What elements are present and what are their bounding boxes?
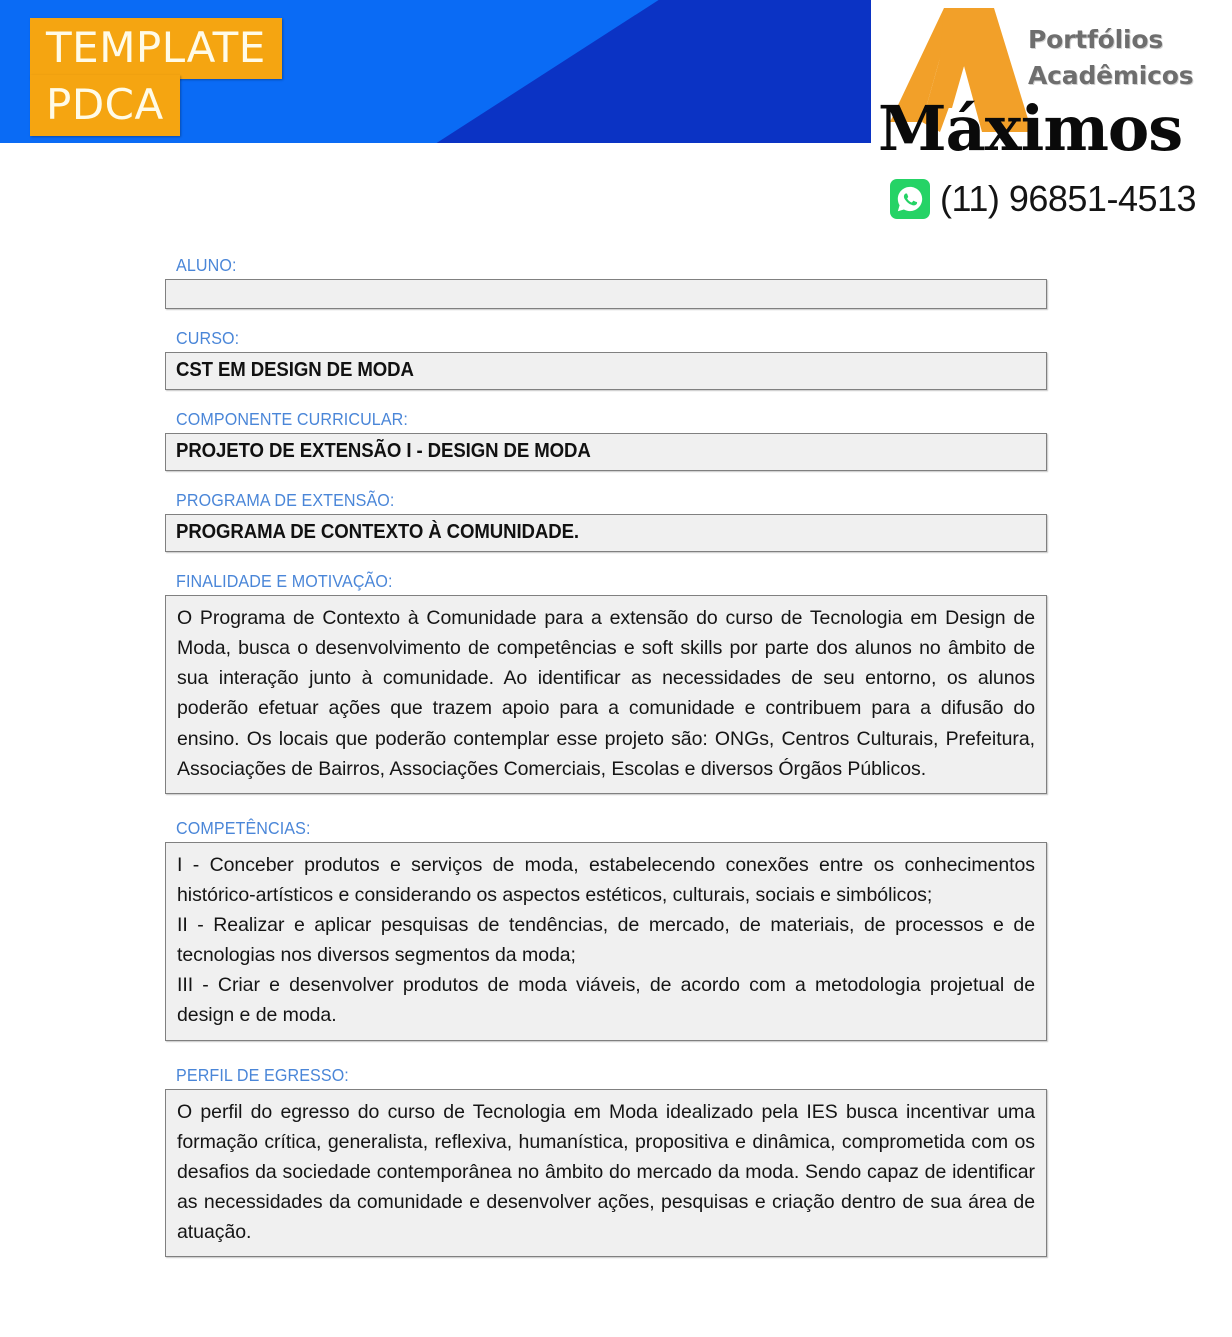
field-curso-value: CST EM DESIGN DE MODA bbox=[176, 359, 414, 381]
phone-number[interactable]: (11) 96851-4513 bbox=[940, 178, 1197, 219]
logo-tagline-line2: Acadêmicos bbox=[1028, 60, 1194, 90]
brand-logo bbox=[876, 0, 1232, 228]
logo-brand-name: Máximos bbox=[878, 92, 1183, 165]
section-perfil-egresso bbox=[165, 1065, 1047, 1258]
section-finalidade-label: FINALIDADE E MOTIVAÇÃO: bbox=[176, 571, 393, 591]
pdca-form bbox=[165, 255, 1047, 1281]
field-aluno-input[interactable] bbox=[165, 279, 1047, 309]
field-componente-label: COMPONENTE CURRICULAR: bbox=[176, 409, 408, 429]
whatsapp-icon[interactable] bbox=[890, 179, 930, 219]
template-tag-line2: PDCA bbox=[30, 75, 180, 136]
competencia-item-1: I - Conceber produtos e serviços de moda, estabelecendo conexões entre os conhecimentos histórico-artísticos e considerando os aspectos estéticos, culturais, sociais e simbólicos; bbox=[177, 853, 1035, 906]
field-componente-value: PROJETO DE EXTENSÃO I - DESIGN DE MODA bbox=[176, 440, 591, 462]
field-aluno-label: ALUNO: bbox=[176, 255, 237, 275]
section-perfil-box[interactable] bbox=[165, 1089, 1047, 1258]
template-tag-line1: TEMPLATE bbox=[30, 18, 282, 79]
field-programa-input[interactable] bbox=[165, 514, 1047, 552]
competencia-item-3: III - Criar e desenvolver produtos de moda viáveis, de acordo com a metodologia projetual de design e de moda. bbox=[177, 974, 1035, 1027]
field-programa-value: PROGRAMA DE CONTEXTO À COMUNIDADE. bbox=[176, 521, 579, 543]
section-competencias bbox=[165, 818, 1047, 1041]
field-componente-curricular bbox=[165, 409, 1047, 471]
section-finalidade-text: O Programa de Contexto à Comunidade para a extensão do curso de Tecnologia em Design de Moda, busca o desenvolvimento de competências e soft skills por parte dos alunos no âmbito de sua interação junto à comunidade. Ao identificar as necessidades de seu entorno, os alunos poderão efetuar ações que trazem apoio para a comunidade e contribuem para a difusão do ensino. Os locais que poderão contemplar esse projeto são: ONGs, Centros Culturais, Prefeitura, Associações de Bairros, Associações Comerciais, Escolas e diversos Órgãos Públicos. bbox=[177, 607, 1035, 780]
section-competencias-label: COMPETÊNCIAS: bbox=[176, 817, 311, 838]
section-perfil-text: O perfil do egresso do curso de Tecnologia em Moda idealizado pela IES busca incentivar uma formação crítica, generalista, reflexiva, humanística, propositiva e dinâmica, comprometida com os desafios da sociedade contemporânea no âmbito do mercado da moda. Sendo capaz de identificar as necessidades da comunidade e desenvolver ações, pesquisas e criação dentro de sua área de atuação. bbox=[177, 1100, 1035, 1243]
field-curso-input[interactable] bbox=[165, 352, 1047, 390]
section-perfil-label: PERFIL DE EGRESSO: bbox=[176, 1064, 349, 1085]
logo-tagline bbox=[1028, 22, 1193, 93]
field-programa-extensao bbox=[165, 490, 1047, 552]
competencia-item-2: II - Realizar e aplicar pesquisas de tendências, de mercado, de materiais, de processos e de tecnologias nos diversos segmentos da moda; bbox=[177, 914, 1035, 967]
field-componente-input[interactable] bbox=[165, 433, 1047, 471]
logo-tagline-line1: Portfólios bbox=[1028, 25, 1164, 54]
field-curso bbox=[165, 328, 1047, 390]
section-finalidade-box[interactable] bbox=[165, 595, 1047, 794]
field-curso-label: CURSO: bbox=[176, 328, 240, 348]
header-banner bbox=[0, 0, 871, 143]
field-aluno bbox=[165, 255, 1047, 309]
section-finalidade bbox=[165, 571, 1047, 794]
section-competencias-box[interactable] bbox=[165, 842, 1047, 1041]
field-programa-label: PROGRAMA DE EXTENSÃO: bbox=[176, 490, 395, 510]
contact-phone-row[interactable] bbox=[890, 178, 1196, 220]
page-header bbox=[0, 0, 1232, 228]
